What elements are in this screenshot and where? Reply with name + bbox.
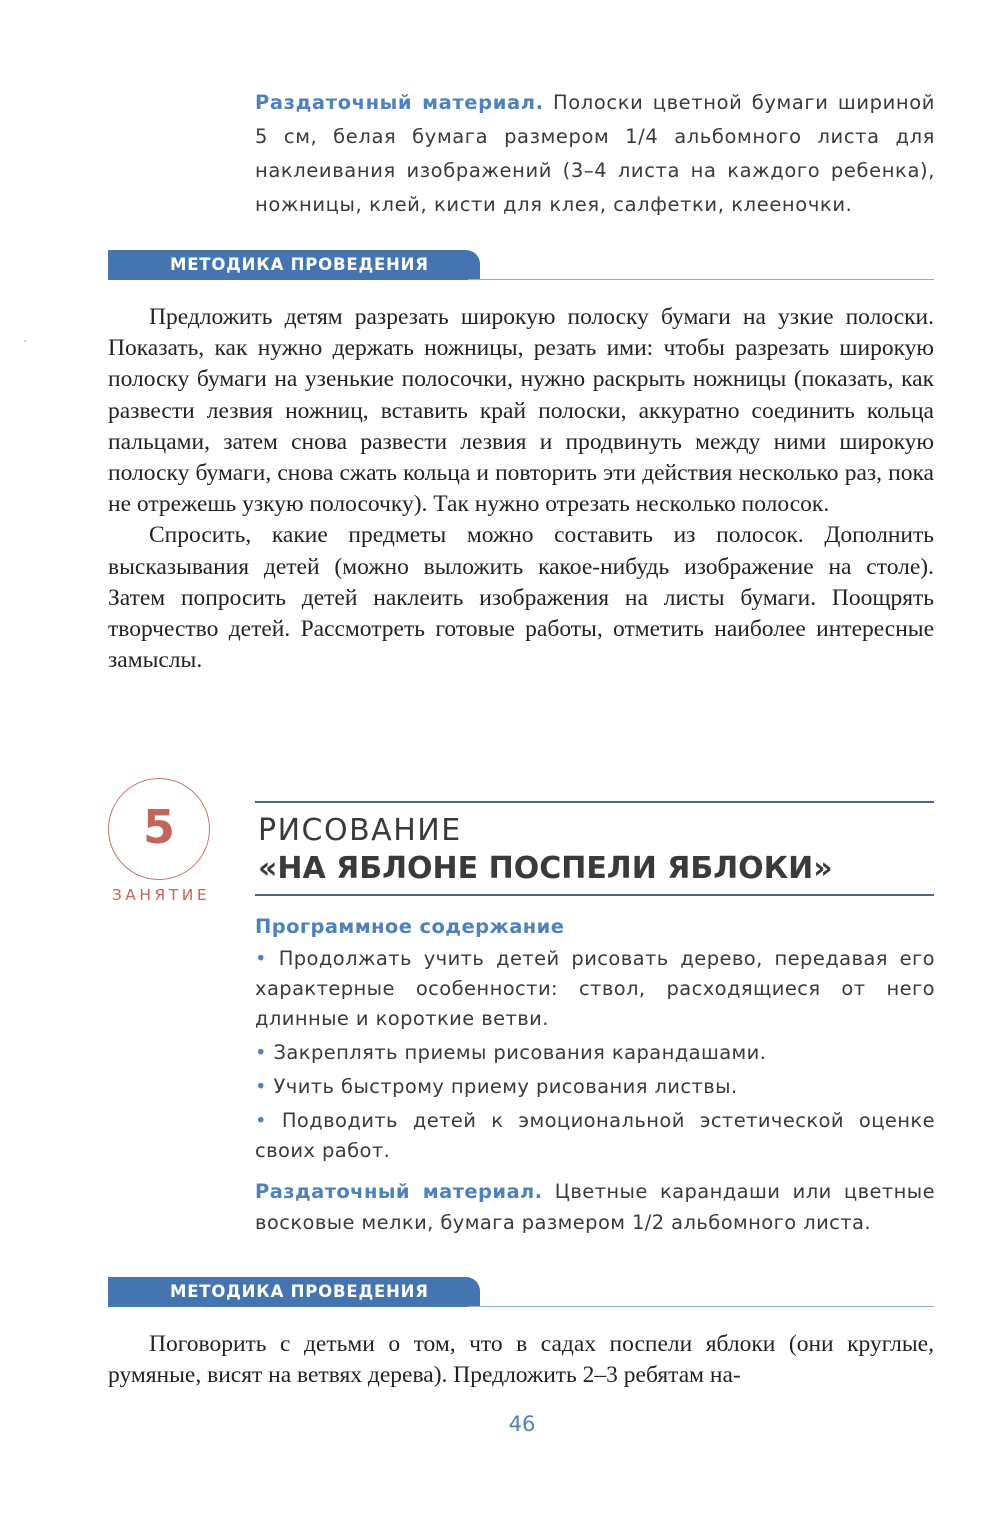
handout-text: Полоски цветной бумаги шириной 5 см, белая бумага размером 1/4 альбомного листа для наклеивания изображений (3–4 листа на каждого ребенка), ножницы, клей, кисти для клея, салфетки, клееночки. [255, 91, 936, 216]
method-paragraph: Поговорить с детьми о том, что в садах поспели яблоки (они круглые, румяные, висят на ветвях дерева). Предложить 2–3 ребятам на- [108, 1331, 934, 1389]
bullet-icon: • [255, 1109, 267, 1132]
bullet-icon: • [255, 1041, 267, 1064]
lesson-title-block [258, 813, 934, 889]
title-rule-top [255, 801, 934, 803]
handout-text: Цветные карандаши или цветные восковые мелки, бумага размером 1/2 альбомного листа. [255, 1180, 935, 1234]
margin-dot [24, 340, 26, 342]
method-paragraph: Спросить, какие предметы можно составить из полосок. Дополнить высказывания детей (можно выложить какое-нибудь изображение на столе). Затем попросить детей наклеить изображения на листы бумаги. Поощрять творчество детей. Рассмотреть готовые работы, отметить наиболее интересные замыслы. [108, 522, 934, 674]
lesson-number-label: ЗАНЯТИЕ [111, 886, 211, 904]
method-heading: МЕТОДИКА ПРОВЕДЕНИЯ [108, 250, 480, 280]
program-item: • Учить быстрому приему рисования листвы. [255, 1075, 738, 1098]
program-heading: Программное содержание [255, 915, 565, 938]
method-body-bottom [108, 1329, 934, 1391]
handout-paragraph-top [255, 86, 935, 222]
handout-paragraph-lesson [255, 1176, 935, 1238]
program-item: • Подводить детей к эмоциональной эстетической оценке своих работ. [255, 1109, 935, 1162]
method-paragraph: Предложить детям разрезать широкую полоску бумаги на узкие полоски. Показать, как нужно держать ножницы, резать ими: чтобы разрезать широкую полоску бумаги на узенькие полосочки, нужно раскрыть ножницы (показать, как развести лезвия ножниц, вставить край полоски, аккуратно соединить кольца пальцами, затем снова развести лезвия и продвинуть между ними широкую полоску бумаги, снова сжать кольца и повторить эти действия несколько раз, пока не отрежешь узкую полосочку). Так нужно отрезать несколько полосок. [108, 304, 934, 518]
section-divider [468, 1306, 934, 1307]
page-number: 46 [508, 1412, 536, 1436]
lesson-number-badge: 5 [108, 778, 210, 880]
method-section-header-bottom [108, 1277, 934, 1311]
lesson-subject: РИСОВАНИЕ [258, 813, 462, 848]
section-divider [468, 279, 934, 280]
method-body-top [108, 302, 934, 676]
bullet-icon: • [255, 947, 267, 970]
bullet-icon: • [255, 1075, 267, 1098]
program-content [255, 912, 935, 1238]
handout-label: Раздаточный материал. [255, 91, 544, 114]
method-section-header-top [108, 250, 934, 284]
program-item: • Закреплять приемы рисования карандашами. [255, 1041, 767, 1064]
method-heading: МЕТОДИКА ПРОВЕДЕНИЯ [108, 1277, 480, 1307]
lesson-title: «НА ЯБЛОНЕ ПОСПЕЛИ ЯБЛОКИ» [258, 851, 833, 886]
handout-label: Раздаточный материал. [255, 1180, 543, 1203]
title-rule-bottom [255, 894, 934, 896]
program-item: • Продолжать учить детей рисовать дерево, передавая его характерные особенности: ствол, расходящиеся от него длинные и короткие ветви. [255, 947, 935, 1030]
